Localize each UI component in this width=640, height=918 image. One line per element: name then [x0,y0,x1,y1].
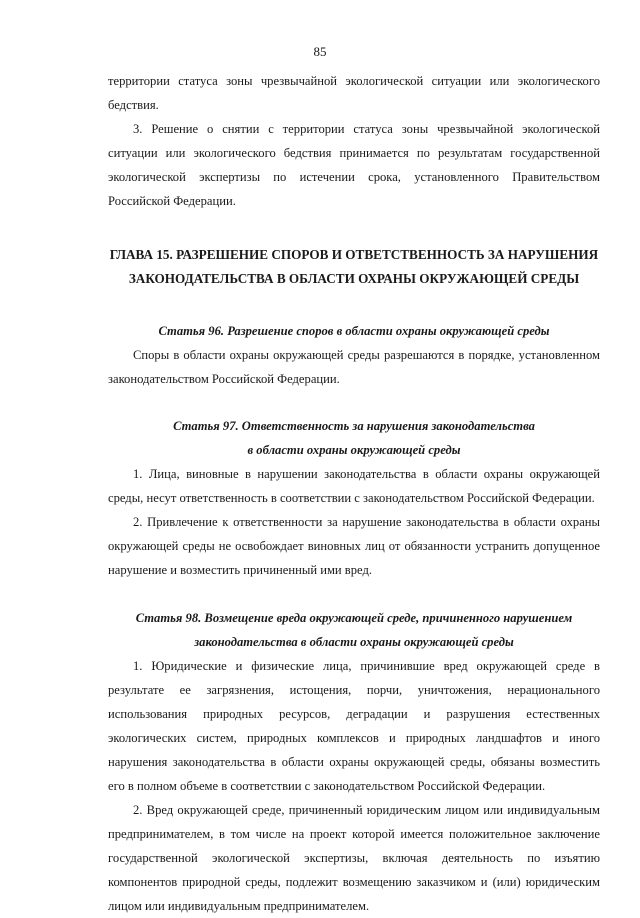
page-number: 85 [313,44,327,59]
article-98-paragraph-1: 1. Юридические и физические лица, причинившие вред окружающей среде в результате ее загрязнения, истощения, порчи, уничтожения, нерационального использования природных ресурсов, деградации и разрушения естественных экологических систем, природных комплексов и природных ландшафтов и иного нарушения законодательства в области охраны окружающей среды, обязаны возместить его в полном объеме в соответствии с законодательством Российской Федерации. [108,659,600,793]
article-98-paragraph-2: 2. Вред окружающей среде, причиненный юридическим лицом или индивидуальным предпринимателем, в том числе на проект которой имеется положительное заключение государственной экологической экспертизы, включая деятельность по изъятию компонентов природной среды, подлежит возмещению заказчиком и (или) юридическим лицом или индивидуальным предпринимателем. [108,803,600,913]
article-98-title-line-1: Статья 98. Возмещение вреда окружающей среде, причиненного нарушением [135,611,573,625]
article-96-title [108,319,600,343]
article-97-title-line-2: в области охраны окружающей среды [247,443,461,457]
chapter-title-line-1: ГЛАВА 15. РАЗРЕШЕНИЕ СПОРОВ И ОТВЕТСТВЕННОСТЬ ЗА НАРУШЕНИЯ [109,247,599,262]
article-96-title-line-1: Статья 96. Разрешение споров в области охраны окружающей среды [158,324,550,338]
article-97-paragraph-1: 1. Лица, виновные в нарушении законодательства в области охраны окружающей среды, несут ответственность в соответствии с законодательством Российской Федерации. [108,467,600,505]
chapter-title-line-2: ЗАКОНОДАТЕЛЬСТВА В ОБЛАСТИ ОХРАНЫ ОКРУЖАЮЩЕЙ СРЕДЫ [128,271,580,286]
article-98-title [108,606,600,654]
article-96 [108,319,600,391]
article-97-paragraph-2: 2. Привлечение к ответственности за нарушение законодательства в области охраны окружающей среды не освобождает виновных лиц от обязанности устранить допущенное нарушение и возместить причиненный ими вред. [108,515,600,577]
document-body [108,69,600,918]
chapter-title [108,243,600,291]
article-97-title-line-1: Статья 97. Ответственность за нарушения законодательства [173,419,535,433]
intro-paragraph-3: 3. Решение о снятии с территории статуса зоны чрезвычайной экологической ситуации или экологического бедствия принимается по результатам государственной экологической экспертизы по истечении срока, установленного Правительством Российской Федерации. [108,122,600,208]
article-98-title-line-2: законодательства в области охраны окружающей среды [194,635,514,649]
article-97 [108,414,600,582]
article-96-paragraph: Споры в области охраны окружающей среды разрешаются в порядке, установленном законодательством Российской Федерации. [108,348,600,386]
article-97-title [108,414,600,462]
intro-paragraph-continuation: территории статуса зоны чрезвычайной экологической ситуации или экологического бедствия. [108,74,600,112]
article-98 [108,606,600,918]
